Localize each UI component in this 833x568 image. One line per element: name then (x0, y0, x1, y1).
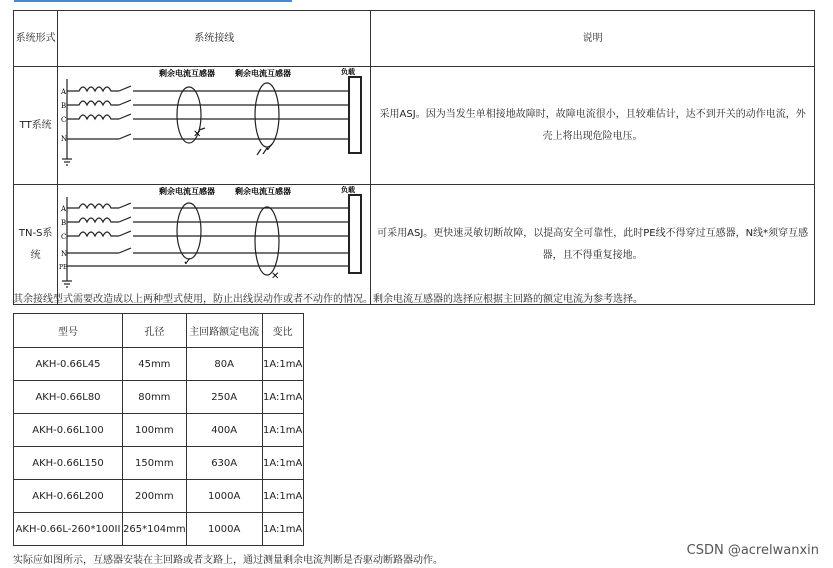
table-row-tt (14, 67, 815, 185)
tt-wiring-diagram (59, 67, 369, 175)
table-header-row (14, 11, 815, 67)
current-cell: 400A (186, 414, 262, 447)
header-rated-current: 主回路额定电流 (186, 314, 262, 348)
table-row (14, 480, 304, 513)
header-aperture: 孔径 (123, 314, 187, 348)
header-wiring: 系统接线 (58, 11, 371, 67)
description-tns: 可采用ASJ。更快速灵敏切断故障，以提高安全可靠性，此时PE线不得穿过互感器，N线*须穿互感器，且不得重复接地。 (371, 185, 815, 305)
current-cell: 1000A (186, 513, 262, 546)
aperture-cell: 200mm (123, 480, 187, 513)
ct-label-2: 剩余电流互感器 (235, 68, 292, 78)
fault-cross-mark: ✕ (271, 271, 280, 282)
current-cell: 250A (186, 381, 262, 414)
ratio-cell: 1A:1mA (262, 513, 303, 546)
system-name-tns: TN-S系统 (14, 185, 58, 305)
ct-label-1: 剩余电流互感器 (159, 68, 216, 78)
line-label-a: A (61, 88, 67, 96)
system-name-tt: TT系统 (14, 67, 58, 185)
current-cell: 80A (186, 348, 262, 381)
current-cell: 1000A (186, 480, 262, 513)
line-label-n: N (61, 135, 68, 143)
aperture-cell: 80mm (123, 381, 187, 414)
line-label-b: B (61, 102, 67, 110)
wiring-diagram-cell-tns (58, 185, 371, 305)
load-label: 负载 (341, 185, 356, 194)
ratio-cell: 1A:1mA (262, 381, 303, 414)
model-cell: AKH-0.66L80 (14, 381, 123, 414)
header-description: 说明 (371, 11, 815, 67)
fault-cross-mark: ✕ (193, 129, 202, 140)
note-wiring-conversion: 其余接线型式需要改造成以上两种型式使用，防止出线误动作或者不动作的情况。剩余电流互感器的选择应根据主回路的额定电流为参考选择。 (13, 294, 643, 305)
system-wiring-table (13, 10, 815, 305)
table-row (14, 348, 304, 381)
model-cell: AKH-0.66L200 (14, 480, 123, 513)
csdn-watermark: CSDN @acrelwanxin (686, 543, 819, 558)
model-spec-table (13, 313, 304, 546)
line-label-c: C (61, 116, 67, 124)
aperture-cell: 45mm (123, 348, 187, 381)
header-model: 型号 (14, 314, 123, 348)
table-row-tns (14, 185, 815, 305)
model-cell: AKH-0.66L100 (14, 414, 123, 447)
note-installation: 实际应如图所示，互感器安装在主回路或者支路上，通过测量剩余电流判断是否驱动断路器动作。 (13, 555, 443, 566)
ratio-cell: 1A:1mA (262, 414, 303, 447)
line-label-a: A (61, 205, 67, 213)
wiring-diagram-cell-tt (58, 67, 371, 185)
aperture-cell: 150mm (123, 447, 187, 480)
tt-wires (62, 77, 361, 165)
table-row (14, 414, 304, 447)
current-cell: 630A (186, 447, 262, 480)
line-label-n: N (61, 250, 68, 258)
ratio-cell: 1A:1mA (262, 447, 303, 480)
ct-label-1: 剩余电流互感器 (159, 186, 216, 196)
aperture-cell: 100mm (123, 414, 187, 447)
line-label-c: C (61, 233, 67, 241)
line-label-b: B (61, 219, 67, 227)
table-row (14, 513, 304, 546)
spec-header-row (14, 314, 304, 348)
header-system-type: 系统形式 (14, 11, 58, 67)
header-ratio: 变比 (262, 314, 303, 348)
table-row (14, 447, 304, 480)
model-cell: AKH-0.66L45 (14, 348, 123, 381)
tns-wires (62, 195, 361, 287)
model-cell: AKH-0.66L-260*100II (14, 513, 123, 546)
top-accent-line (14, 0, 292, 2)
model-cell: AKH-0.66L150 (14, 447, 123, 480)
aperture-cell: 265*104mm (123, 513, 187, 546)
ratio-cell: 1A:1mA (262, 480, 303, 513)
check-mark: ✓ (183, 255, 193, 268)
ct-label-2: 剩余电流互感器 (235, 186, 292, 196)
ratio-cell: 1A:1mA (262, 348, 303, 381)
description-tt: 采用ASJ。因为当发生单相接地故障时，故障电流很小，且较难估计，达不到开关的动作电流，外壳上将出现危险电压。 (371, 67, 815, 185)
check-mark: ✓ (265, 141, 275, 154)
line-label-pe: PE (59, 264, 68, 271)
tns-wiring-diagram (59, 185, 369, 295)
table-row (14, 381, 304, 414)
load-label: 负载 (341, 67, 356, 76)
